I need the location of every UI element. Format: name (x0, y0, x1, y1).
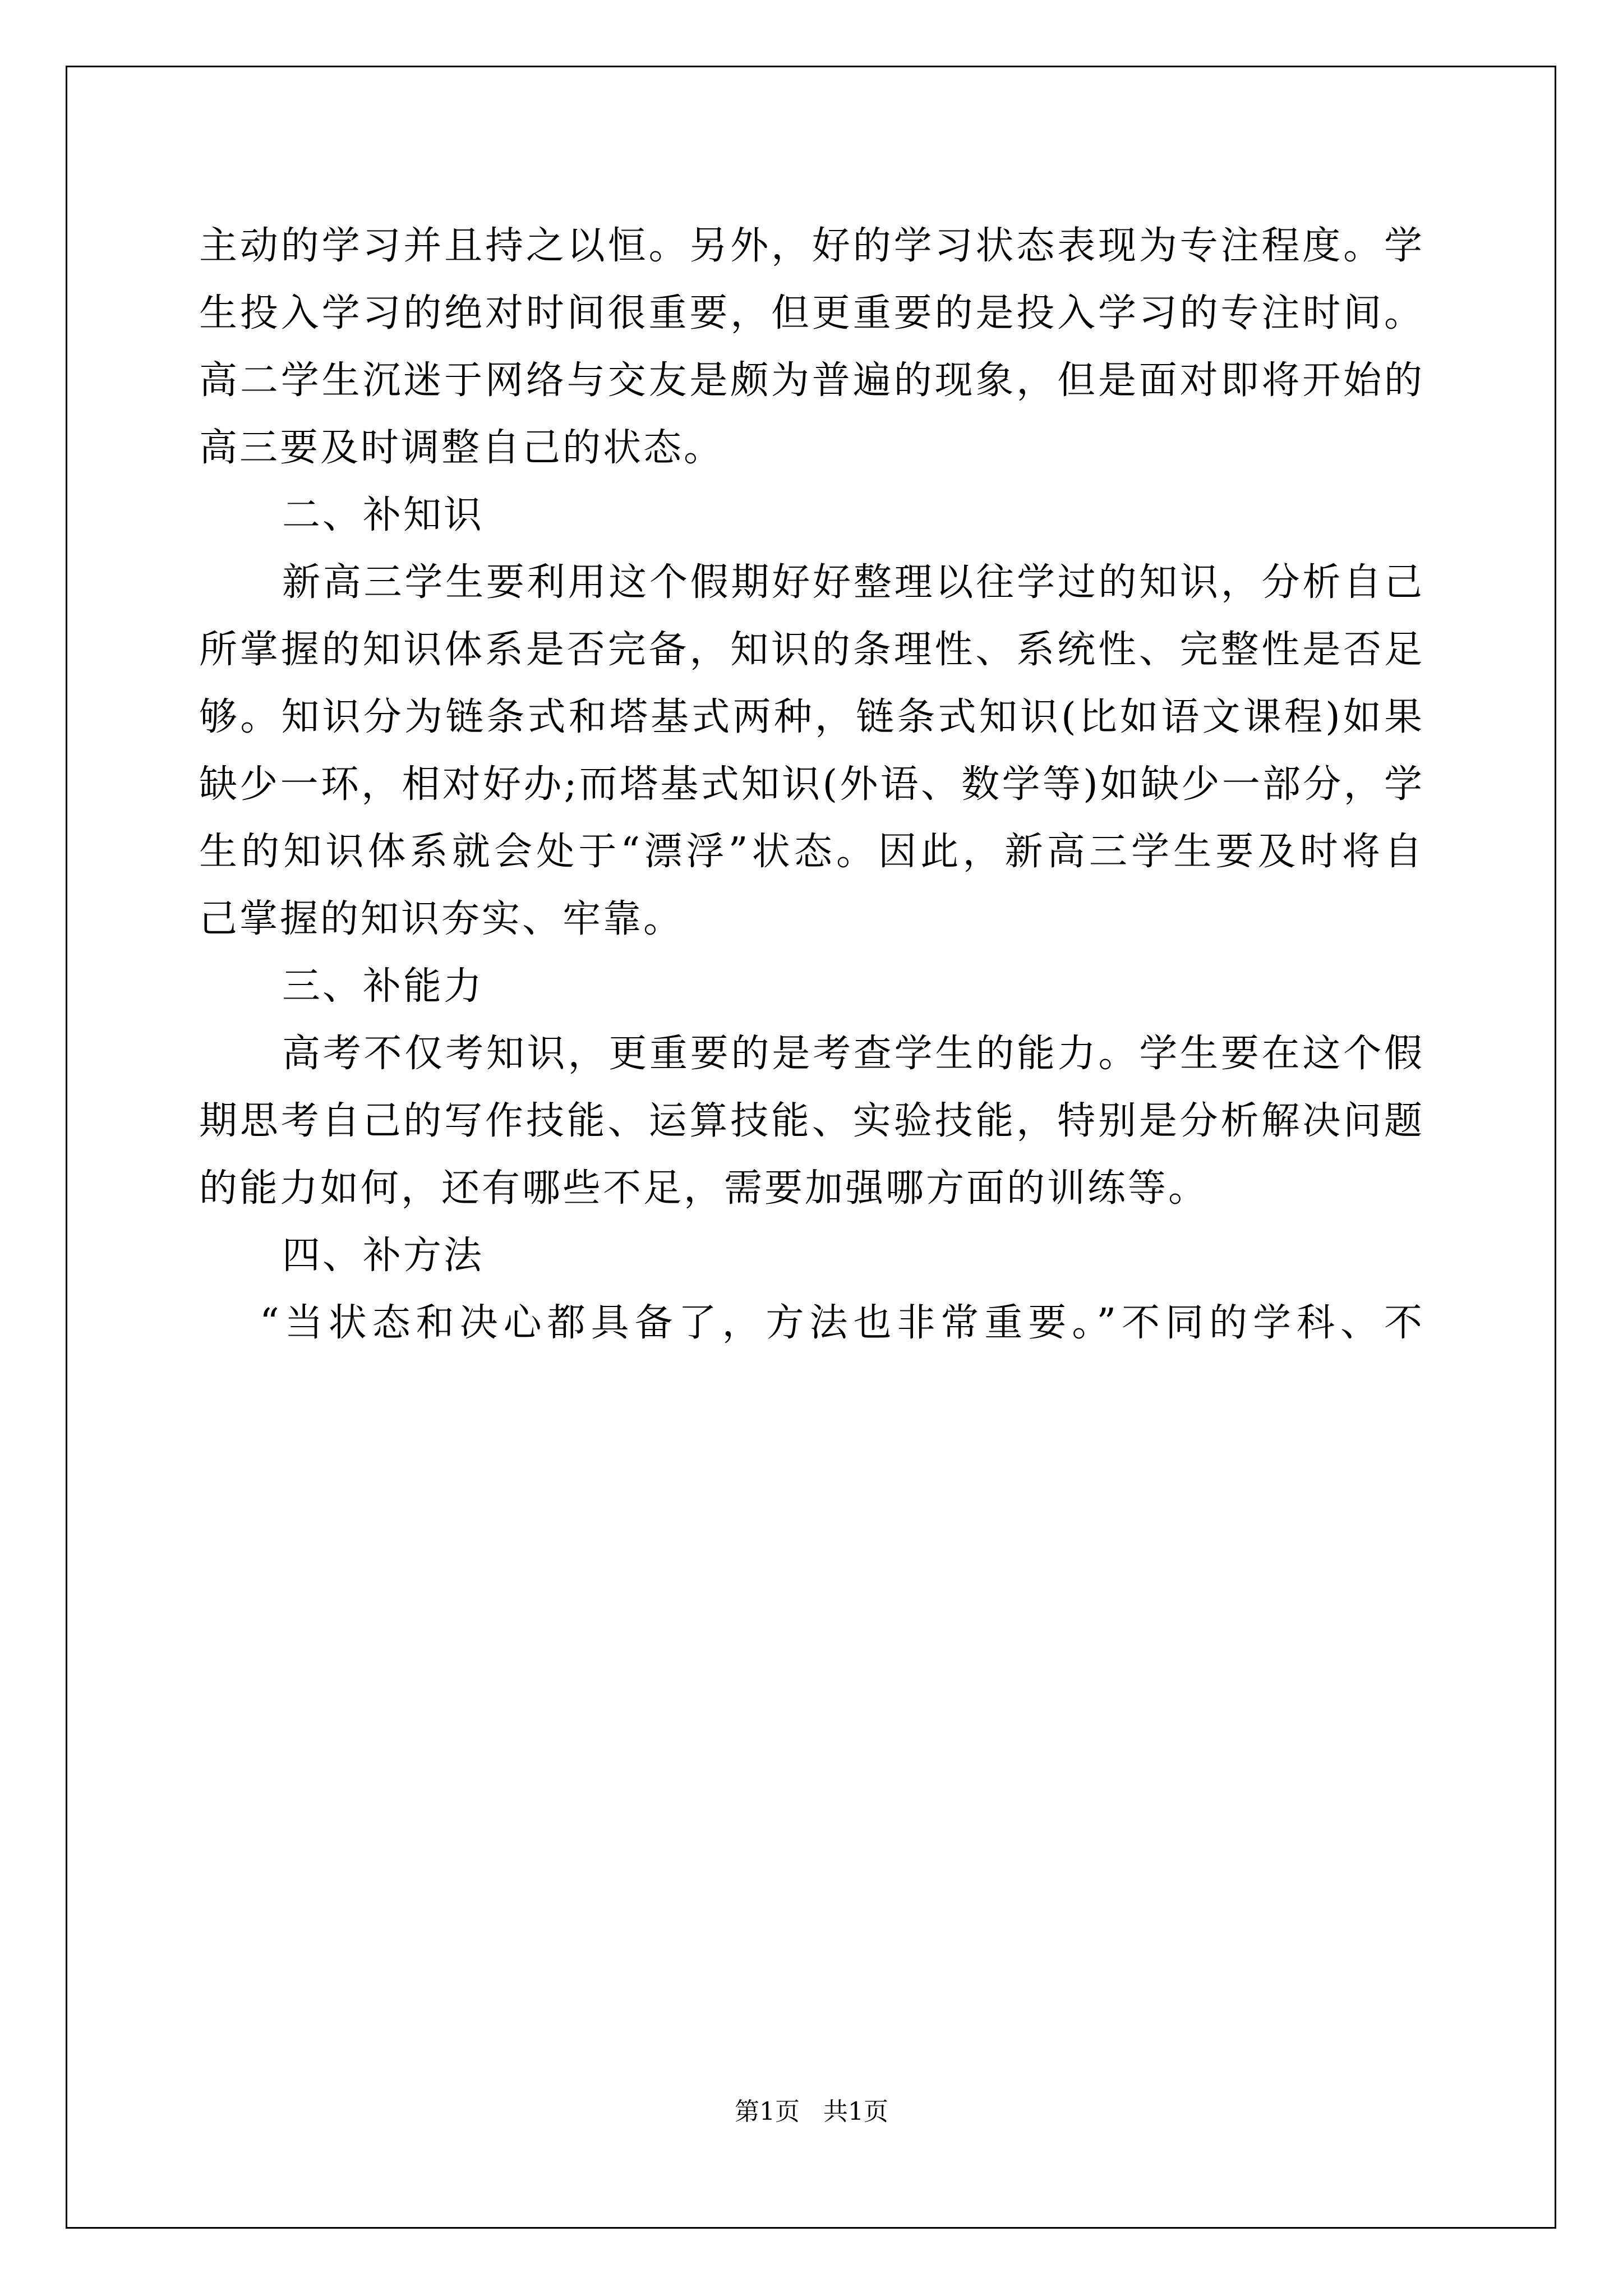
text-line: 高二学生沉迷于网络与交友是颇为普遍的现象，但是面对即将开始的 (199, 358, 1424, 403)
text-line: 够。知识分为链条式和塔基式两种，链条式知识(比如语文课程)如果 (199, 695, 1424, 739)
text-line: 己掌握的知识夯实、牢靠。 (199, 897, 684, 941)
section-heading: 二、补知识 (282, 493, 485, 537)
text-line: 主动的学习并且持之以恒。另外，好的学习状态表现为专注程度。学 (199, 224, 1424, 268)
text-line: 缺少一环，相对好办;而塔基式知识(外语、数学等)如缺少一部分，学 (199, 762, 1424, 807)
section-heading: 三、补能力 (282, 964, 485, 1009)
text-line: “当状态和决心都具备了，方法也非常重要。”不同的学科、不 (260, 1301, 1424, 1345)
text-line: 的能力如何，还有哪些不足，需要加强哪方面的训练等。 (199, 1166, 1209, 1211)
text-line: 高三要及时调整自己的状态。 (199, 426, 725, 470)
page-footer (0, 2095, 1623, 2129)
text-line: 高考不仅考知识，更重要的是考查学生的能力。学生要在这个假 (282, 1032, 1424, 1076)
text-line: 生的知识体系就会处于“漂浮”状态。因此，新高三学生要及时将自 (199, 830, 1424, 874)
text-line: 所掌握的知识体系是否完备，知识的条理性、系统性、完整性是否足 (199, 628, 1424, 672)
text-line: 新高三学生要利用这个假期好好整理以往学过的知识，分析自己 (282, 560, 1424, 605)
page-total: 共1页 (823, 2097, 888, 2126)
section-heading: 四、补方法 (282, 1234, 485, 1278)
text-line: 生投入学习的绝对时间很重要，但更重要的是投入学习的专注时间。 (199, 291, 1424, 335)
page-number: 第1页 (735, 2097, 800, 2126)
text-line: 期思考自己的写作技能、运算技能、实验技能，特别是分析解决问题 (199, 1099, 1424, 1143)
